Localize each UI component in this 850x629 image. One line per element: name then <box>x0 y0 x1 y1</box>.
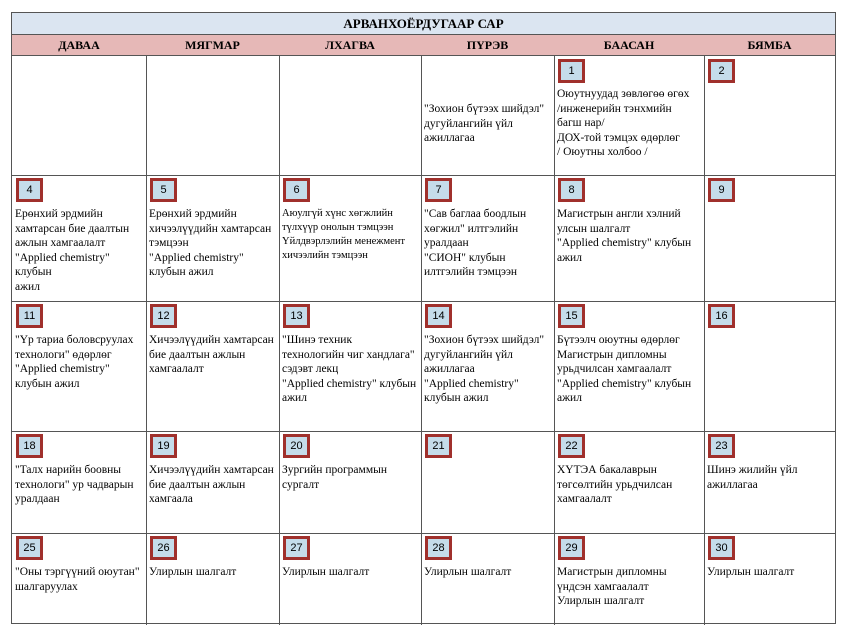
day-cell[interactable] <box>554 533 705 625</box>
day-events: "Сав баглаа боодлын хөгжил" илтгэлийн уралдаан "СИОН" клубын илтгэлийн тэмцээн <box>424 208 527 278</box>
day-number: 4 <box>16 178 43 202</box>
day-number: 11 <box>16 304 43 328</box>
day-number: 25 <box>16 536 43 560</box>
month-title: АРВАНХОЁРДУГААР САР <box>12 13 835 35</box>
day-events: Шинэ жилийн үйл ажиллагаа <box>707 464 798 491</box>
day-cell[interactable] <box>279 56 422 176</box>
day-cell[interactable] <box>279 175 422 302</box>
day-number: 1 <box>558 59 585 83</box>
day-number: 5 <box>150 178 177 202</box>
day-number: 14 <box>425 304 452 328</box>
day-cell[interactable] <box>279 301 422 432</box>
day-number: 13 <box>283 304 310 328</box>
day-events: "Шинэ техник технологийн чиг хандлага" сэдэвт лекц "Applied chemistry" клубын ажил <box>282 334 417 404</box>
day-events: "Үр тариа боловсруулах технологи" өдөрлөг "Applied chemistry" клубын ажил <box>15 334 134 390</box>
day-number: 8 <box>558 178 585 202</box>
day-cell[interactable] <box>146 533 280 625</box>
weekday-header-myagmar: МЯГМАР <box>146 35 280 56</box>
day-number: 30 <box>708 536 735 560</box>
day-events: Бүтээлч оюутны өдөрлөг Магистрын дипломны урьдчилсан хамгаалалт "Applied chemistry" клубын ажил <box>557 334 692 404</box>
weekday-header-lkhagva: ЛХАГВА <box>279 35 422 56</box>
day-cell[interactable] <box>421 301 555 432</box>
day-cell[interactable] <box>279 533 422 625</box>
day-events: Зургийн программын сургалт <box>282 464 387 491</box>
calendar-table <box>11 12 836 624</box>
weekday-header-byamba: БЯМБА <box>704 35 835 56</box>
day-number: 12 <box>150 304 177 328</box>
day-cell[interactable] <box>554 431 705 534</box>
day-cell[interactable] <box>146 301 280 432</box>
day-number: 22 <box>558 434 585 458</box>
day-cell[interactable] <box>146 175 280 302</box>
day-events: Хичээлүүдийн хамтарсан бие даалтын ажлын хамгаалалт <box>149 334 274 375</box>
day-cell[interactable] <box>279 431 422 534</box>
day-events: Улирлын шалгалт <box>707 566 795 578</box>
day-cell[interactable] <box>704 533 835 625</box>
day-cell[interactable] <box>146 56 280 176</box>
day-cell[interactable] <box>554 301 705 432</box>
day-cell[interactable] <box>704 431 835 534</box>
day-events: Улирлын шалгалт <box>149 566 237 578</box>
day-events: "Зохион бүтээх шийдэл" дугуйлангийн үйл ажиллагаа "Applied chemistry" клубын ажил <box>424 334 545 404</box>
day-cell[interactable] <box>704 56 835 176</box>
day-events: Магистрын дипломны үндсэн хамгаалалт Улирлын шалгалт <box>557 566 667 607</box>
day-number: 7 <box>425 178 452 202</box>
day-cell[interactable] <box>421 533 555 625</box>
day-cell[interactable] <box>421 175 555 302</box>
day-cell[interactable] <box>704 175 835 302</box>
day-number: 29 <box>558 536 585 560</box>
day-number: 18 <box>16 434 43 458</box>
day-number: 26 <box>150 536 177 560</box>
day-number: 2 <box>708 59 735 83</box>
day-number: 27 <box>283 536 310 560</box>
day-events: Улирлын шалгалт <box>424 566 512 578</box>
day-events: Улирлын шалгалт <box>282 566 370 578</box>
day-events: ХҮТЭА бакалаврын төгсөлтийн урьдчилсан хамгаалалт <box>557 464 673 505</box>
day-number: 16 <box>708 304 735 328</box>
day-cell[interactable] <box>421 431 555 534</box>
day-events: Аюулгүй хүнс хөгжлийн түлхүүр онолын тэмцээн Үйлдвэрлэлийн менежмент хичээлийн тэмцээн <box>282 208 405 261</box>
day-number: 19 <box>150 434 177 458</box>
day-cell[interactable] <box>421 56 555 176</box>
day-number: 20 <box>283 434 310 458</box>
day-cell[interactable] <box>704 301 835 432</box>
day-cell[interactable] <box>554 56 705 176</box>
day-events: Ерөнхий эрдмийн хамтарсан бие даалтын ажлын хамгаалалт "Applied chemistry" клубын ажил <box>15 208 130 293</box>
weekday-header-purev: ПҮРЭВ <box>421 35 555 56</box>
day-events: Магистрын англи хэлний улсын шалгалт "Applied chemistry" клубын ажил <box>557 208 692 264</box>
day-cell[interactable] <box>12 56 147 176</box>
day-number: 9 <box>708 178 735 202</box>
day-cell[interactable] <box>12 175 147 302</box>
weekday-header-davaa: ДАВАА <box>12 35 147 56</box>
day-number: 23 <box>708 434 735 458</box>
day-number: 21 <box>425 434 452 458</box>
day-events: "Зохион бүтээх шийдэл" дугуйлангийн үйл ажиллагаа <box>424 103 545 144</box>
day-events: Оюутнуудад зөвлөгөө өгөх /инженерийн тэнхмийн багш нар/ ДОХ-той тэмцэх өдөрлөг / Оюутны холбоо / <box>557 88 690 158</box>
day-events: Ерөнхий эрдмийн хичээлүүдийн хамтарсан тэмцээн "Applied chemistry" клубын ажил <box>149 208 272 278</box>
day-events: "Талх нарийн боовны технологи" ур чадварын уралдаан <box>15 464 134 505</box>
day-events: Хичээлүүдийн хамтарсан бие даалтын ажлын хамгаала <box>149 464 274 505</box>
day-cell[interactable] <box>146 431 280 534</box>
day-events: "Оны тэргүүний оюутан" шалгаруулах <box>15 566 140 593</box>
day-cell[interactable] <box>12 533 147 625</box>
day-cell[interactable] <box>554 175 705 302</box>
day-number: 6 <box>283 178 310 202</box>
day-number: 15 <box>558 304 585 328</box>
day-number: 28 <box>425 536 452 560</box>
day-cell[interactable] <box>12 301 147 432</box>
weekday-header-baasan: БААСАН <box>554 35 705 56</box>
day-cell[interactable] <box>12 431 147 534</box>
